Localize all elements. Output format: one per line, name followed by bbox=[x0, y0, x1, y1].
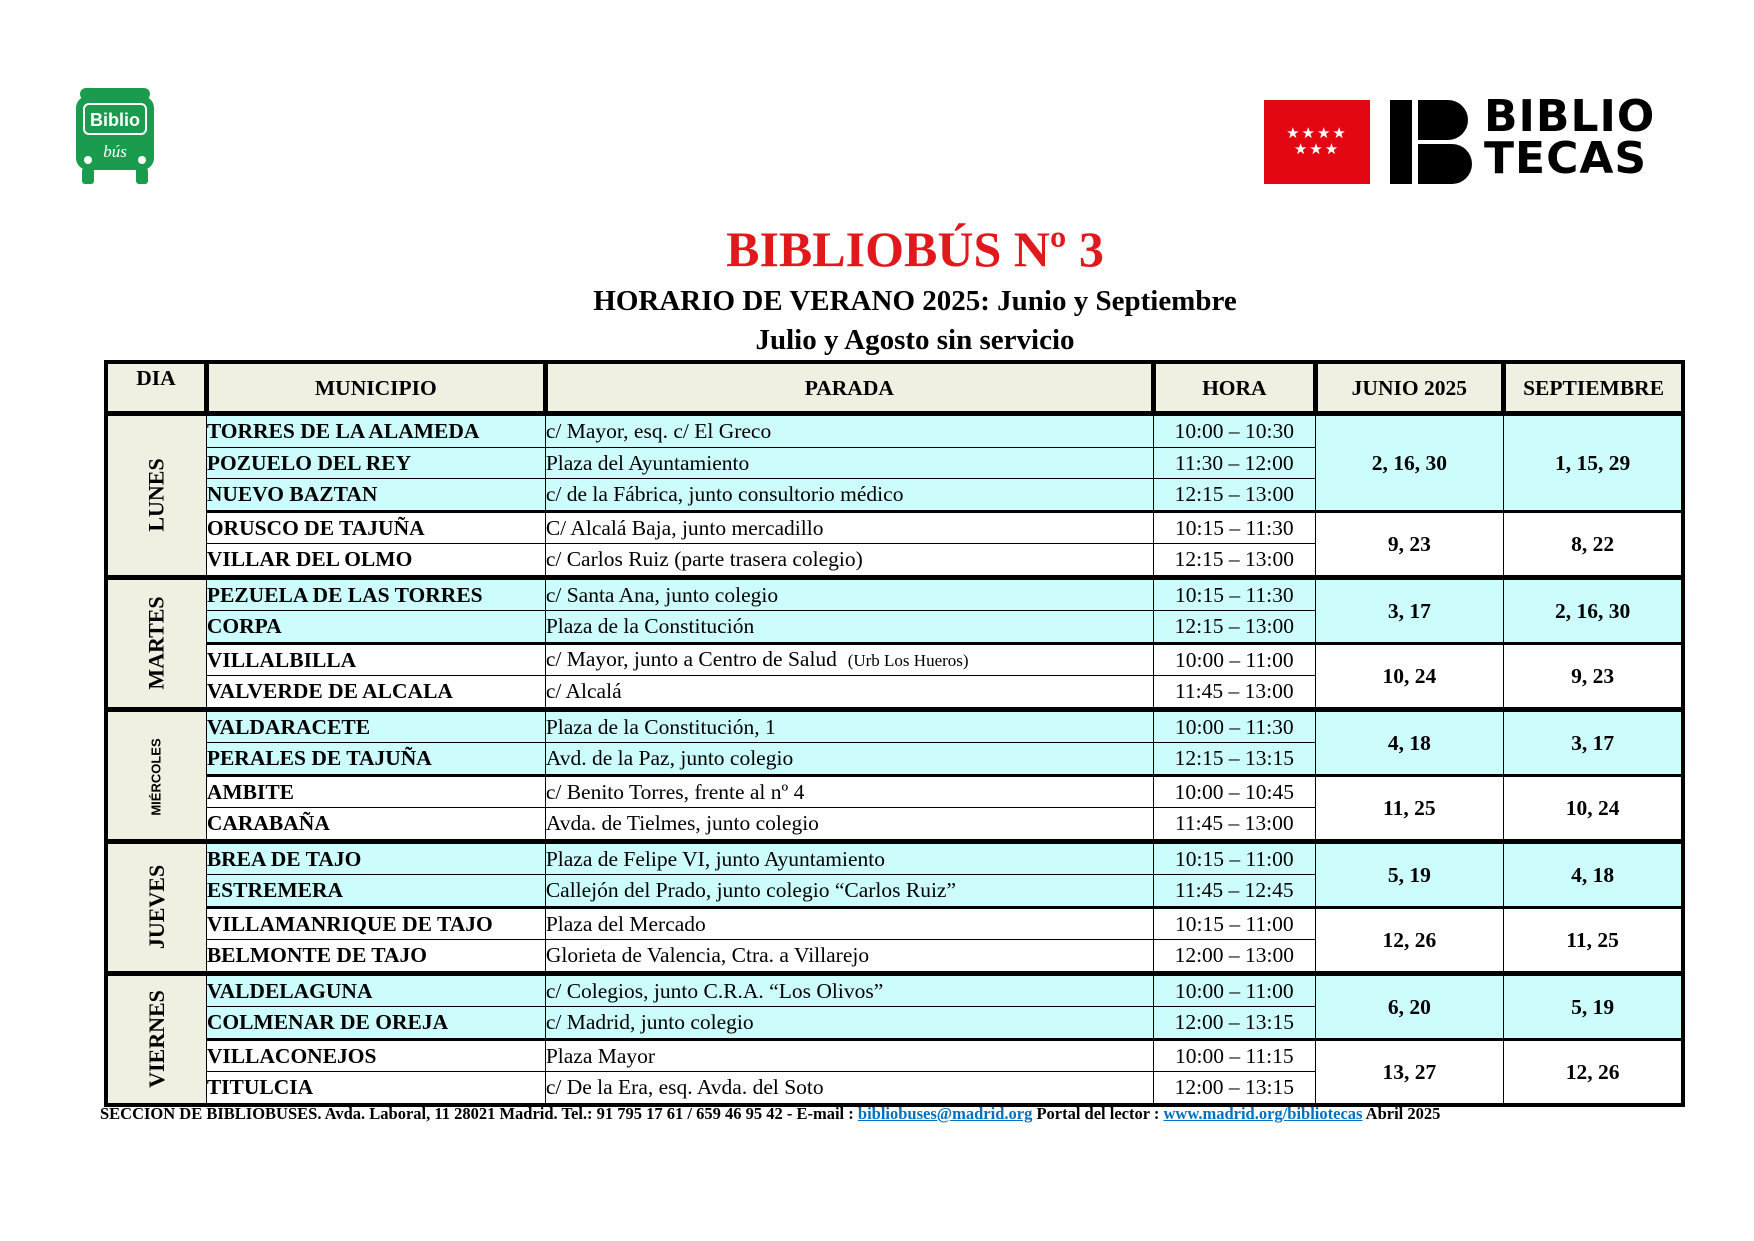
junio-dates: 5, 19 bbox=[1315, 841, 1503, 907]
septiembre-dates: 9, 23 bbox=[1503, 643, 1683, 709]
municipio-cell: BELMONTE DE TAJO bbox=[206, 940, 545, 974]
municipio-cell: POZUELO DEL REY bbox=[206, 447, 545, 479]
parada-cell: Avd. de la Paz, junto colegio bbox=[545, 743, 1153, 776]
hora-cell: 10:00 – 11:00 bbox=[1153, 643, 1315, 676]
day-cell bbox=[106, 414, 206, 578]
municipio-cell: TITULCIA bbox=[206, 1072, 545, 1105]
parada-cell: c/ Carlos Ruiz (parte trasera colegio) bbox=[545, 544, 1153, 578]
parada-cell: Plaza de la Constitución, 1 bbox=[545, 709, 1153, 743]
hora-cell: 11:45 – 12:45 bbox=[1153, 875, 1315, 908]
parada-cell: Plaza Mayor bbox=[545, 1039, 1153, 1072]
septiembre-dates: 10, 24 bbox=[1503, 775, 1683, 841]
junio-dates: 9, 23 bbox=[1315, 511, 1503, 577]
parada-cell: Avda. de Tielmes, junto colegio bbox=[545, 808, 1153, 842]
septiembre-dates: 5, 19 bbox=[1503, 973, 1683, 1039]
septiembre-dates: 12, 26 bbox=[1503, 1039, 1683, 1105]
table-row bbox=[106, 709, 1683, 743]
parada-cell bbox=[545, 643, 1153, 676]
day-label: JUEVES bbox=[143, 864, 169, 950]
bibliotecas-wordmark bbox=[1484, 91, 1656, 184]
table-row bbox=[106, 1039, 1683, 1072]
header-municipio: MUNICIPIO bbox=[206, 362, 545, 414]
page-subtitle: HORARIO DE VERANO 2025: Junio y Septiembre bbox=[593, 285, 1237, 317]
hora-cell: 11:45 – 13:00 bbox=[1153, 676, 1315, 710]
day-label: MIÉRCOLES bbox=[148, 737, 164, 816]
schedule-table bbox=[104, 360, 1685, 1107]
municipio-cell: PERALES DE TAJUÑA bbox=[206, 743, 545, 776]
parada-cell: Glorieta de Valencia, Ctra. a Villarejo bbox=[545, 940, 1153, 974]
header-dia: DIA bbox=[106, 362, 206, 414]
hora-cell: 10:00 – 11:30 bbox=[1153, 709, 1315, 743]
table-row bbox=[106, 643, 1683, 676]
day-cell bbox=[106, 973, 206, 1105]
hora-cell: 10:00 – 10:30 bbox=[1153, 414, 1315, 448]
bibliotecas-b-logo bbox=[1390, 100, 1478, 184]
septiembre-dates: 4, 18 bbox=[1503, 841, 1683, 907]
table-row bbox=[106, 577, 1683, 611]
day-cell bbox=[106, 841, 206, 973]
footer bbox=[100, 1104, 1440, 1124]
parada-cell: c/ Madrid, junto colegio bbox=[545, 1007, 1153, 1040]
municipio-cell: ESTREMERA bbox=[206, 875, 545, 908]
municipio-cell: COLMENAR DE OREJA bbox=[206, 1007, 545, 1040]
table-row bbox=[106, 907, 1683, 940]
bibliobus-logo bbox=[76, 88, 154, 188]
municipio-cell: PEZUELA DE LAS TORRES bbox=[206, 577, 545, 611]
table-row bbox=[106, 775, 1683, 808]
hora-cell: 12:15 – 13:00 bbox=[1153, 611, 1315, 644]
parada-cell: c/ Benito Torres, frente al nº 4 bbox=[545, 775, 1153, 808]
brand-line-2: TECAS bbox=[1484, 133, 1648, 184]
page-title: BIBLIOBÚS Nº 3 bbox=[726, 221, 1104, 277]
table-row bbox=[106, 841, 1683, 875]
day-label: LUNES bbox=[143, 458, 169, 532]
hora-cell: 12:00 – 13:00 bbox=[1153, 940, 1315, 974]
septiembre-dates: 1, 15, 29 bbox=[1503, 414, 1683, 512]
hora-cell: 11:30 – 12:00 bbox=[1153, 447, 1315, 479]
junio-dates: 6, 20 bbox=[1315, 973, 1503, 1039]
parada-cell: Plaza del Mercado bbox=[545, 907, 1153, 940]
day-cell bbox=[106, 709, 206, 841]
brand-line-1: BIBLIO bbox=[1484, 91, 1656, 142]
hora-cell: 10:15 – 11:00 bbox=[1153, 907, 1315, 940]
municipio-cell: CARABAÑA bbox=[206, 808, 545, 842]
municipio-cell: ORUSCO DE TAJUÑA bbox=[206, 511, 545, 544]
header-parada: PARADA bbox=[545, 362, 1153, 414]
hora-cell: 12:00 – 13:15 bbox=[1153, 1072, 1315, 1105]
parada-cell: c/ Mayor, esq. c/ El Greco bbox=[545, 414, 1153, 448]
comunidad-madrid-flag bbox=[1264, 100, 1370, 184]
table-header-row bbox=[106, 362, 1683, 414]
parada-text: c/ Mayor, junto a Centro de Salud bbox=[545, 646, 837, 671]
junio-dates: 13, 27 bbox=[1315, 1039, 1503, 1105]
municipio-cell: BREA DE TAJO bbox=[206, 841, 545, 875]
header-septiembre: SEPTIEMBRE bbox=[1503, 362, 1683, 414]
junio-dates: 2, 16, 30 bbox=[1315, 414, 1503, 512]
hora-cell: 10:00 – 11:00 bbox=[1153, 973, 1315, 1007]
hora-cell: 10:15 – 11:30 bbox=[1153, 511, 1315, 544]
day-label: VIERNES bbox=[143, 990, 169, 1088]
table-row bbox=[106, 414, 1683, 448]
municipio-cell: CORPA bbox=[206, 611, 545, 644]
junio-dates: 12, 26 bbox=[1315, 907, 1503, 973]
municipio-cell: VALDELAGUNA bbox=[206, 973, 545, 1007]
header-junio: JUNIO 2025 bbox=[1315, 362, 1503, 414]
page-subtitle-2: Julio y Agosto sin servicio bbox=[755, 324, 1075, 356]
parada-cell: c/ Colegios, junto C.R.A. “Los Olivos” bbox=[545, 973, 1153, 1007]
footer-address: SECCIÓN DE BIBLIOBUSES. Avda. Laboral, 11 28021 Madrid. Tel.: 91 795 17 61 / 659 46 95 42 - E-mail : bbox=[100, 1104, 858, 1123]
hora-cell: 10:00 – 11:15 bbox=[1153, 1039, 1315, 1072]
footer-date: Abril 2025 bbox=[1362, 1104, 1441, 1123]
parada-note: (Urb Los Hueros) bbox=[847, 650, 969, 670]
municipio-cell: VILLAR DEL OLMO bbox=[206, 544, 545, 578]
hora-cell: 10:00 – 10:45 bbox=[1153, 775, 1315, 808]
municipio-cell: VALVERDE DE ALCALA bbox=[206, 676, 545, 710]
septiembre-dates: 2, 16, 30 bbox=[1503, 577, 1683, 643]
parada-cell: c/ Alcalá bbox=[545, 676, 1153, 710]
flag-stars-top: ★★★★ bbox=[1286, 124, 1348, 142]
hora-cell: 12:15 – 13:00 bbox=[1153, 544, 1315, 578]
footer-email-link[interactable]: bibliobuses@madrid.org bbox=[857, 1104, 1033, 1123]
municipio-cell: TORRES DE LA ALAMEDA bbox=[206, 414, 545, 448]
bus-logo-text: Biblio bbox=[90, 110, 140, 130]
hora-cell: 10:15 – 11:30 bbox=[1153, 577, 1315, 611]
junio-dates: 3, 17 bbox=[1315, 577, 1503, 643]
table-row bbox=[106, 973, 1683, 1007]
municipio-cell: VALDARACETE bbox=[206, 709, 545, 743]
day-label: MARTES bbox=[143, 596, 169, 690]
municipio-cell: VILLAMANRIQUE DE TAJO bbox=[206, 907, 545, 940]
bus-logo-subtext: bús bbox=[103, 142, 127, 161]
junio-dates: 10, 24 bbox=[1315, 643, 1503, 709]
septiembre-dates: 8, 22 bbox=[1503, 511, 1683, 577]
parada-cell: C/ Alcalá Baja, junto mercadillo bbox=[545, 511, 1153, 544]
day-cell bbox=[106, 577, 206, 709]
parada-cell: Callejón del Prado, junto colegio “Carlos Ruiz” bbox=[545, 875, 1153, 908]
footer-portal-label: Portal del lector : bbox=[1032, 1104, 1164, 1123]
municipio-cell: AMBITE bbox=[206, 775, 545, 808]
septiembre-dates: 3, 17 bbox=[1503, 709, 1683, 775]
header-hora: HORA bbox=[1153, 362, 1315, 414]
hora-cell: 12:00 – 13:15 bbox=[1153, 1007, 1315, 1040]
municipio-cell: VILLALBILLA bbox=[206, 643, 545, 676]
municipio-cell: VILLACONEJOS bbox=[206, 1039, 545, 1072]
hora-cell: 10:15 – 11:00 bbox=[1153, 841, 1315, 875]
municipio-cell: NUEVO BAZTAN bbox=[206, 479, 545, 512]
junio-dates: 4, 18 bbox=[1315, 709, 1503, 775]
table-row bbox=[106, 511, 1683, 544]
parada-cell: Plaza de la Constitución bbox=[545, 611, 1153, 644]
junio-dates: 11, 25 bbox=[1315, 775, 1503, 841]
hora-cell: 12:15 – 13:00 bbox=[1153, 479, 1315, 512]
footer-portal-link[interactable]: www.madrid.org/bibliotecas bbox=[1163, 1104, 1363, 1123]
parada-cell: c/ De la Era, esq. Avda. del Soto bbox=[545, 1072, 1153, 1105]
hora-cell: 11:45 – 13:00 bbox=[1153, 808, 1315, 842]
parada-cell: c/ de la Fábrica, junto consultorio médico bbox=[545, 479, 1153, 512]
parada-cell: Plaza de Felipe VI, junto Ayuntamiento bbox=[545, 841, 1153, 875]
septiembre-dates: 11, 25 bbox=[1503, 907, 1683, 973]
hora-cell: 12:15 – 13:15 bbox=[1153, 743, 1315, 776]
parada-cell: c/ Santa Ana, junto colegio bbox=[545, 577, 1153, 611]
parada-cell: Plaza del Ayuntamiento bbox=[545, 447, 1153, 479]
bus-icon bbox=[76, 88, 154, 188]
flag-stars-bottom: ★★★ bbox=[1293, 140, 1341, 158]
